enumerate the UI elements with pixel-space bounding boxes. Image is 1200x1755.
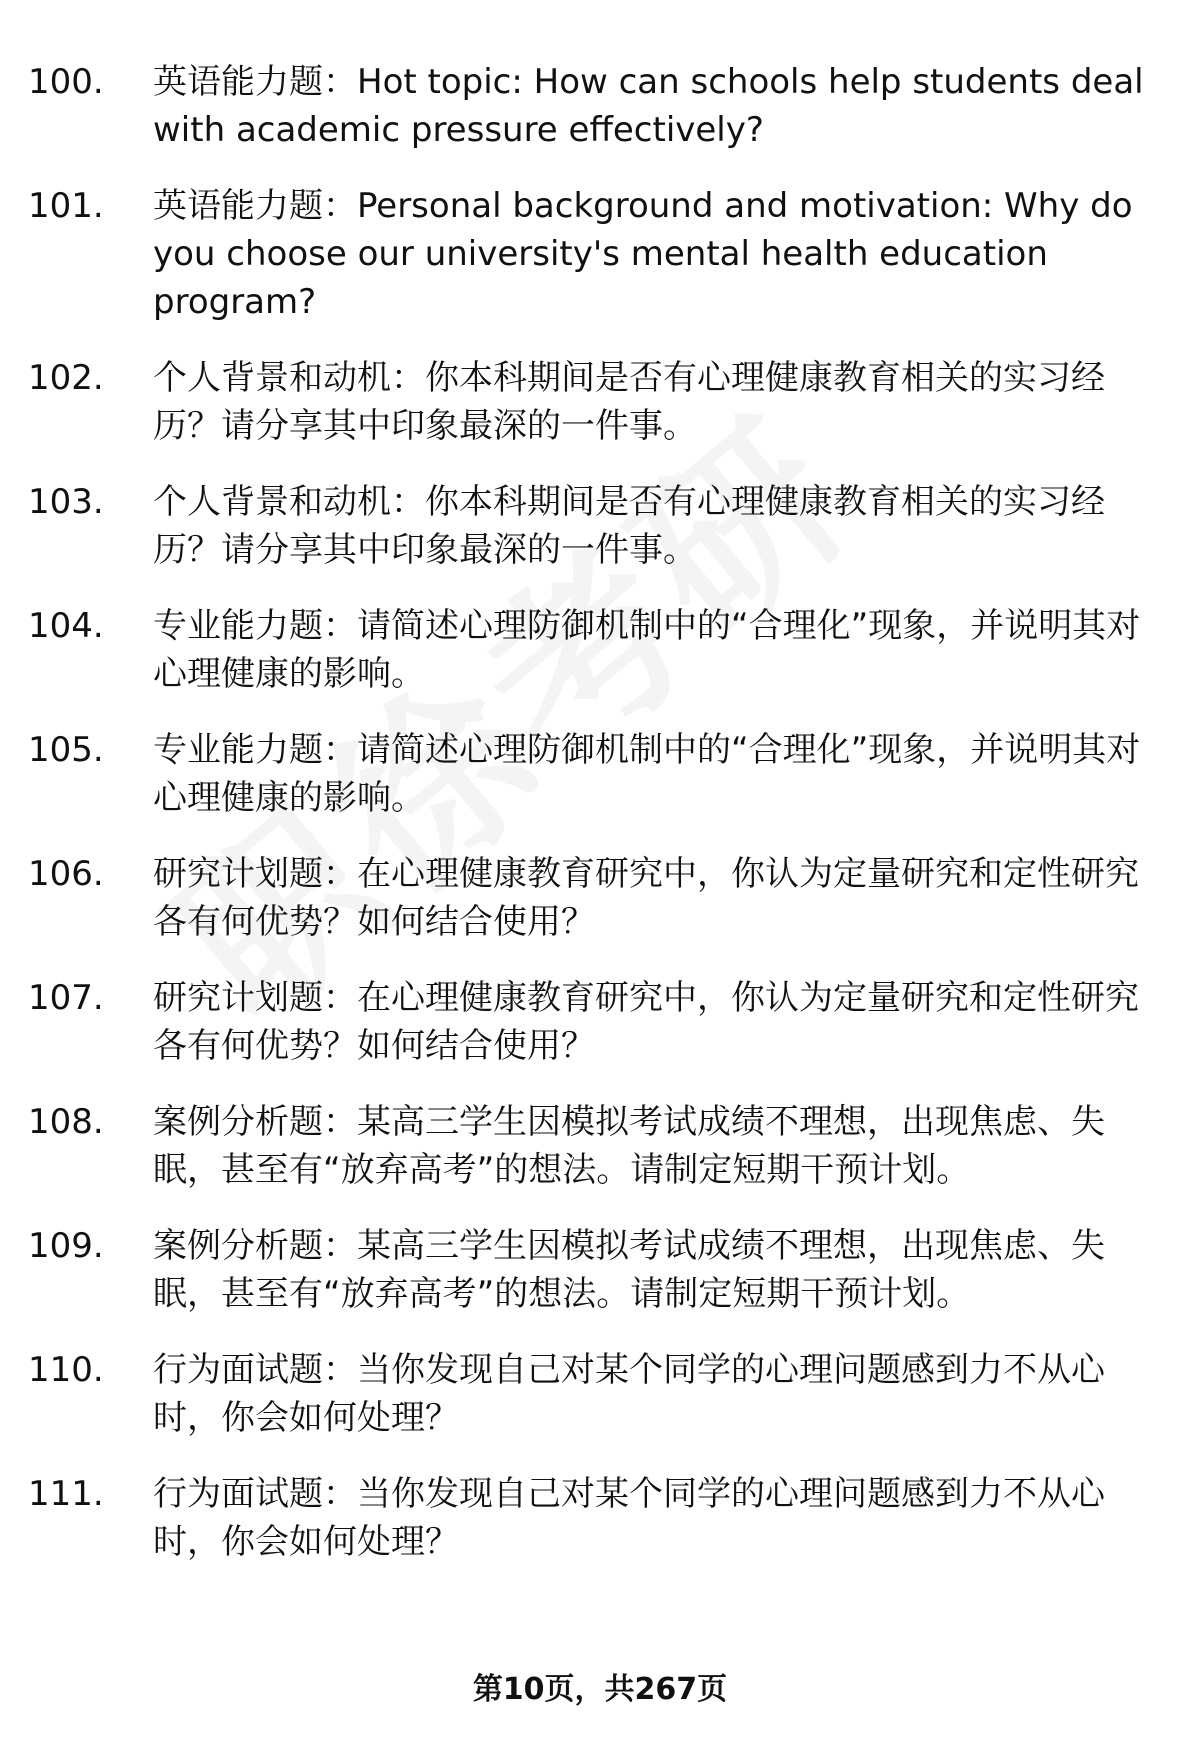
question-number: 105.	[28, 730, 104, 770]
question-item	[0, 1098, 1160, 1194]
question-item	[0, 1470, 1160, 1566]
question-number: 111.	[28, 1474, 104, 1514]
question-item	[0, 850, 1160, 946]
question-number: 107.	[28, 978, 104, 1018]
question-number: 110.	[28, 1350, 104, 1390]
question-number: 108.	[28, 1102, 104, 1142]
question-item	[0, 478, 1160, 574]
question-text: 案例分析题：某高三学生因模拟考试成绩不理想，出现焦虑、失眠，甚至有“放弃高考”的想法。请制定短期干预计划。	[153, 1102, 1105, 1190]
question-text: 研究计划题：在心理健康教育研究中，你认为定量研究和定性研究各有何优势？如何结合使用？	[153, 978, 1139, 1066]
question-number: 109.	[28, 1226, 104, 1266]
question-number: 104.	[28, 606, 104, 646]
question-text: 英语能力题：Hot topic: How can schools help students deal with academic pressure effectively?	[153, 62, 1144, 150]
question-text: 个人背景和动机：你本科期间是否有心理健康教育相关的实习经历？请分享其中印象最深的一件事。	[153, 482, 1105, 570]
question-text: 个人背景和动机：你本科期间是否有心理健康教育相关的实习经历？请分享其中印象最深的一件事。	[153, 358, 1105, 446]
question-number: 103.	[28, 482, 104, 522]
question-text: 行为面试题：当你发现自己对某个同学的心理问题感到力不从心时，你会如何处理？	[153, 1350, 1105, 1438]
question-item	[0, 726, 1160, 822]
question-item	[0, 1346, 1160, 1442]
question-number: 106.	[28, 854, 104, 894]
question-number: 101.	[28, 186, 104, 226]
question-text: 行为面试题：当你发现自己对某个同学的心理问题感到力不从心时，你会如何处理？	[153, 1474, 1105, 1562]
question-text: 研究计划题：在心理健康教育研究中，你认为定量研究和定性研究各有何优势？如何结合使用？	[153, 854, 1139, 942]
question-item	[0, 1222, 1160, 1318]
question-text: 案例分析题：某高三学生因模拟考试成绩不理想，出现焦虑、失眠，甚至有“放弃高考”的想法。请制定短期干预计划。	[153, 1226, 1105, 1314]
question-item	[0, 354, 1160, 450]
question-item	[0, 974, 1160, 1070]
question-number: 102.	[28, 358, 104, 398]
page-number-footer: 第10页，共267页	[472, 1672, 728, 1707]
question-number: 100.	[28, 62, 104, 102]
question-item	[0, 602, 1160, 698]
question-text: 专业能力题：请简述心理防御机制中的“合理化”现象，并说明其对心理健康的影响。	[153, 606, 1141, 694]
question-item	[0, 182, 1160, 326]
question-item	[0, 58, 1160, 154]
question-text: 英语能力题：Personal background and motivation: Why do you choose our university's mental health education program?	[153, 186, 1133, 322]
question-text: 专业能力题：请简述心理防御机制中的“合理化”现象，并说明其对心理健康的影响。	[153, 730, 1141, 818]
